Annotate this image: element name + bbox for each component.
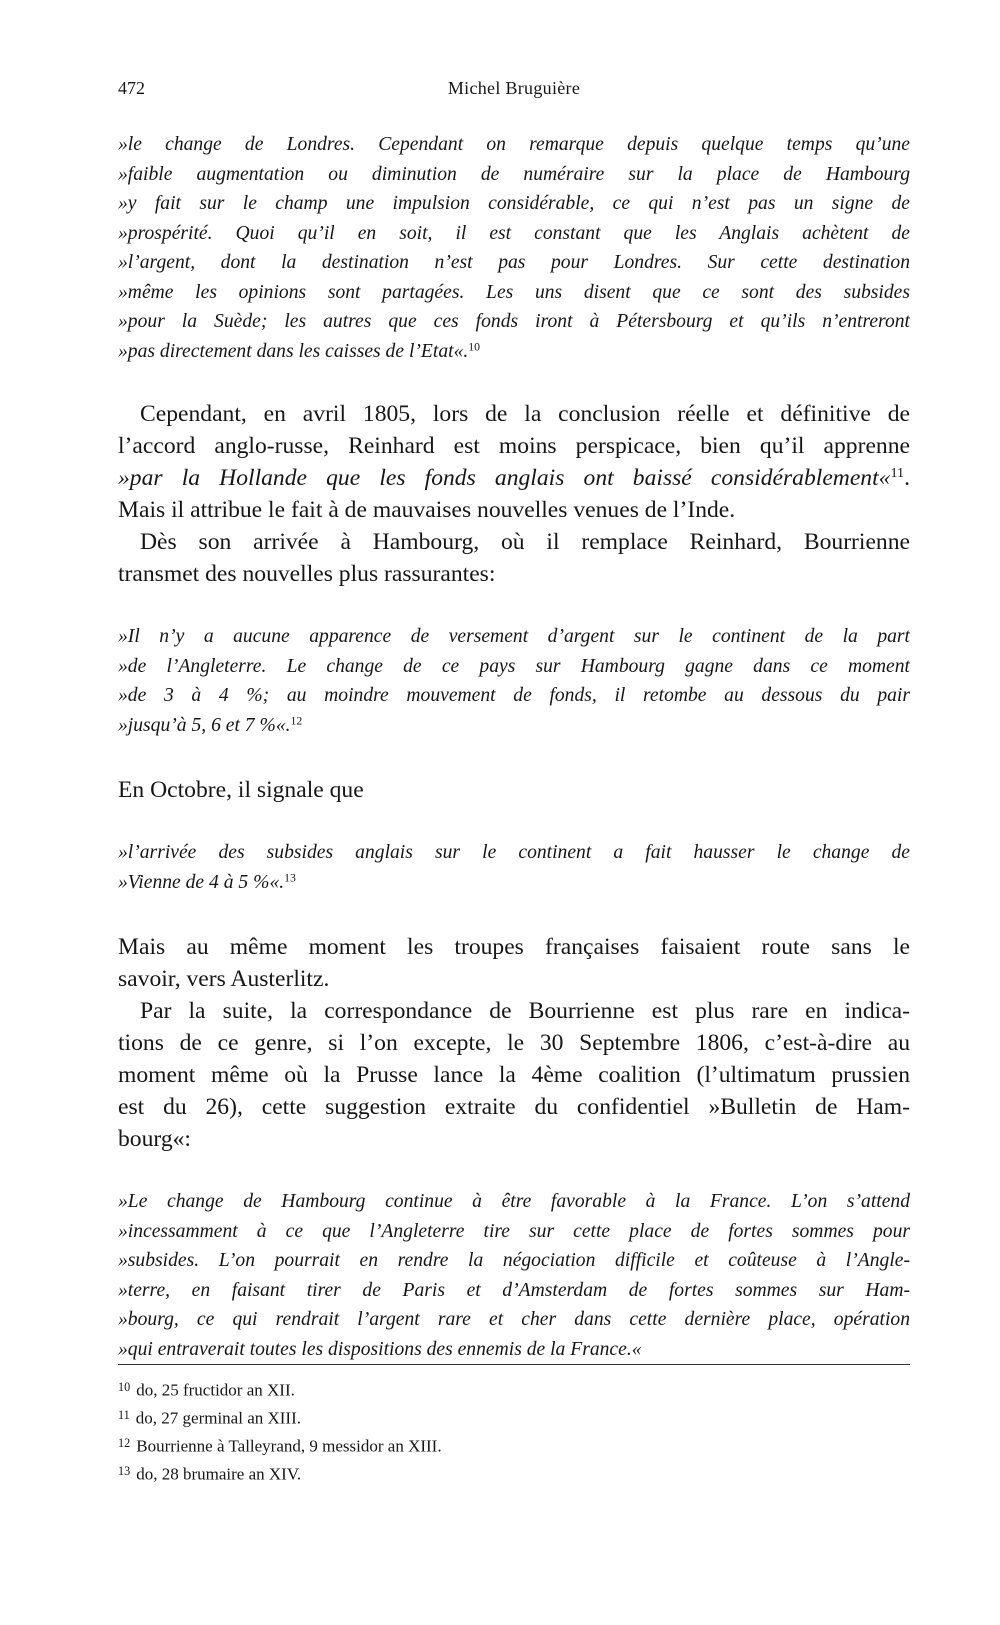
quote-line: »même les opinions sont partagées. Les uns disent que ce sont des subsides — [118, 281, 910, 303]
footnotes — [118, 1364, 910, 1488]
footnote — [118, 1375, 910, 1403]
quote-line-last — [118, 711, 910, 741]
running-head: Michel Bruguière — [447, 78, 581, 98]
quote-line: »faible augmentation ou diminution de numéraire sur la place de Hambourg — [118, 163, 910, 185]
quote-line: »l’arrivée des subsides anglais sur le continent a fait hausser le change de — [118, 842, 910, 863]
footnote — [118, 1431, 910, 1459]
text-line: Mais au même moment les troupes françaises faisaient route sans le — [118, 934, 910, 960]
text-line: bourg«: — [118, 1126, 191, 1152]
footnote-text: do, 28 brumaire an XIV. — [136, 1465, 302, 1485]
quote-line: »y fait sur le champ une impulsion considérable, ce qui n’est pas un signe de — [118, 193, 910, 214]
page-number: 472 — [118, 78, 145, 98]
footnote-text: do, 25 fructidor an XII. — [136, 1380, 295, 1400]
text-line: Dès son arrivée à Hambourg, où il remplace Reinhard, Bourrienne — [140, 529, 910, 555]
paragraph-3 — [118, 774, 910, 806]
text-line: l’accord anglo-russe, Reinhard est moins perspicace, bien qu’il apprenne — [118, 433, 910, 459]
footnote-number: 12 — [118, 1436, 131, 1451]
quote-line: »Il n’y a aucune apparence de versement d’argent sur le continent de la part — [118, 626, 910, 647]
text-line: savoir, vers Austerlitz. — [118, 966, 330, 992]
paragraph-1 — [118, 398, 910, 526]
quote-line: »prospérité. Quoi qu’il en soit, il est constant que les Anglais achètent de — [118, 222, 910, 244]
quote-block-1 — [118, 130, 910, 366]
text-line-mixed — [118, 462, 910, 494]
footnote — [118, 1459, 910, 1487]
text-line: Cependant, en avril 1805, lors de la conclusion réelle et définitive de — [140, 401, 910, 427]
quote-text: »jusqu’à 5, 6 et 7 %«. — [118, 714, 291, 736]
quote-line: »qui entraverait toutes les dispositions des ennemis de la France.« — [118, 1338, 642, 1360]
quote-line-last — [118, 868, 910, 898]
quote-line: »subsides. L’on pourrait en rendre la négociation difficile et coûteuse à l’Angle- — [118, 1250, 910, 1271]
quote-line: »l’argent, dont la destination n’est pas pour Londres. Sur cette destination — [118, 252, 910, 273]
text-line: transmet des nouvelles plus rassurantes: — [118, 561, 496, 587]
text-punct: . — [904, 465, 910, 491]
quote-line: »incessamment à ce que l’Angleterre tire sur cette place de fortes sommes pour — [118, 1220, 910, 1242]
footnote — [118, 1403, 910, 1431]
quote-line: »de l’Angleterre. Le change de ce pays sur Hambourg gagne dans ce moment — [118, 655, 910, 677]
paragraph-2 — [118, 526, 910, 590]
text-line: En Octobre, il signale que — [118, 777, 364, 803]
page-header — [118, 78, 910, 108]
footnote-ref: 11 — [890, 465, 905, 482]
text-line: Par la suite, la correspondance de Bourrienne est plus rare en indica- — [140, 998, 910, 1024]
quote-line: »bourg, ce qui rendrait l’argent rare et cher dans cette dernière place, opération — [118, 1309, 910, 1330]
quote-line: »le change de Londres. Cependant on remarque depuis quelque temps qu’une — [118, 134, 910, 155]
text-line: moment même où la Prusse lance la 4ème coalition (l’ultimatum prussien — [118, 1062, 910, 1088]
quote-line-last — [118, 337, 910, 367]
footnote-text: Bourrienne à Talleyrand, 9 messidor an XIII. — [136, 1436, 442, 1456]
paragraph-5 — [118, 995, 910, 1155]
footnote-ref: 12 — [290, 714, 303, 728]
footnote-number: 11 — [118, 1408, 130, 1423]
paragraph-4 — [118, 931, 910, 995]
footnote-ref: 13 — [284, 871, 296, 885]
text-line: tions de ce genre, si l’on excepte, le 30 Septembre 1806, c’est-à-dire au — [118, 1030, 910, 1056]
quote-block-4 — [118, 1187, 910, 1364]
text-line: est du 26), cette suggestion extraite du confidentiel »Bulletin de Ham- — [118, 1094, 910, 1120]
quote-text: »pas directement dans les caisses de l’Etat«. — [118, 340, 469, 362]
footnote-ref: 10 — [468, 340, 481, 354]
text-line: Mais il attribue le fait à de mauvaises nouvelles venues de l’Inde. — [118, 497, 736, 523]
quote-line: »terre, en faisant tirer de Paris et d’Amsterdam de fortes sommes sur Ham- — [118, 1279, 910, 1301]
quote-line: »pour la Suède; les autres que ces fonds iront à Pétersbourg et qu’ils n’entreront — [118, 311, 910, 332]
quote-line: »Le change de Hambourg continue à être favorable à la France. L’on s’attend — [118, 1191, 910, 1212]
quote-text: »Vienne de 4 à 5 %«. — [118, 871, 285, 893]
page-body — [118, 130, 910, 1364]
footnote-number: 13 — [118, 1464, 131, 1479]
footnote-number: 10 — [118, 1380, 131, 1394]
inline-quote: »par la Hollande que les fonds anglais ont baissé considérablement« — [118, 465, 891, 491]
quote-block-2 — [118, 622, 910, 740]
quote-block-3 — [118, 838, 910, 897]
quote-line: »de 3 à 4 %; au moindre mouvement de fonds, il retombe au dessous du pair — [118, 685, 910, 706]
footnote-text: do, 27 germinal an XIII. — [135, 1408, 302, 1428]
